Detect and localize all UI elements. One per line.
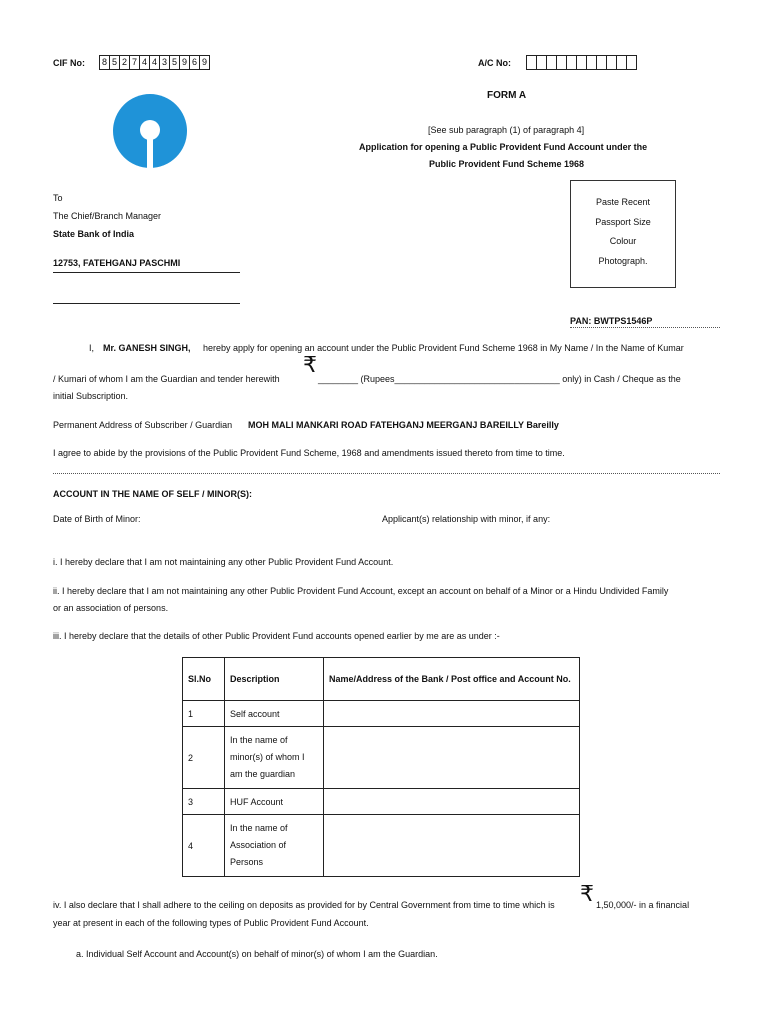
cif-label: CIF No:: [53, 58, 85, 68]
cell-description: HUF Account: [225, 789, 324, 815]
cell-bank[interactable]: [324, 727, 580, 789]
declaration-ii-line1: ii. I hereby declare that I am not maintaining any other Public Provident Fund Account, except an account on behalf of a Minor or a Hindu Undivided Family: [53, 586, 669, 596]
table-row: [183, 727, 580, 789]
sub-paragraph-reference: [See sub paragraph (1) of paragraph 4]: [428, 125, 585, 135]
ac-number-boxes[interactable]: [526, 55, 636, 70]
photo-instruction-2: Passport Size: [595, 216, 651, 227]
agree-text: I agree to abide by the provisions of the Public Provident Fund Scheme, 1968 and amendments issued thereto from time to time.: [53, 448, 565, 458]
cell-description: In the name of Association of Persons: [225, 815, 324, 877]
rupee-icon: ₹: [580, 882, 594, 907]
address-value: MOH MALI MANKARI ROAD FATEHGANJ MEERGANJ BAREILLY Bareilly: [248, 420, 559, 430]
col-header-slno: Sl.No: [183, 658, 225, 701]
pan-number: PAN: BWTPS1546P: [570, 316, 653, 326]
address-label: Permanent Address of Subscriber / Guardian: [53, 420, 233, 430]
section-divider: [53, 473, 720, 474]
cif-number-boxes: [99, 55, 209, 70]
apply-text: hereby apply for opening an account under the Public Provident Fund Scheme 1968 in My Name / In the Name of Kumar: [203, 343, 684, 353]
ac-digit-box[interactable]: [626, 55, 637, 70]
form-title: FORM A: [487, 90, 527, 101]
table-row: [183, 701, 580, 727]
declaration-iv-line1-a: iv. I also declare that I shall adhere to the ceiling on deposits as provided for by Central Government from time to time which is: [53, 900, 555, 910]
rupee-icon: ₹: [303, 353, 317, 378]
dob-minor-label: Date of Birth of Minor:: [53, 514, 141, 524]
para-line3: initial Subscription.: [53, 391, 129, 401]
declaration-ii-line2: or an association of persons.: [53, 603, 169, 613]
addressee-manager: The Chief/Branch Manager: [53, 211, 162, 221]
declaration-item-a: a. Individual Self Account and Account(s) on behalf of minor(s) of whom I am the Guardian.: [76, 949, 438, 959]
cif-digit-box: 2: [119, 55, 130, 70]
table-row: [183, 789, 580, 815]
photo-instruction-3: Colour: [609, 236, 637, 246]
cif-digit-box: 9: [199, 55, 210, 70]
photo-instruction-4: Photograph.: [598, 255, 648, 266]
cell-bank[interactable]: [324, 815, 580, 877]
section-heading: ACCOUNT IN THE NAME OF SELF / MINOR(S):: [53, 489, 252, 499]
table-row: [183, 815, 580, 877]
cif-digit-box: 4: [139, 55, 150, 70]
col-header-bank: Name/Address of the Bank / Post office and Account No.: [324, 658, 580, 701]
branch-underline: [53, 272, 240, 273]
ac-label: A/C No:: [478, 58, 511, 68]
cif-digit-box: 4: [149, 55, 160, 70]
cell-description: Self account: [225, 701, 324, 727]
cell-description: In the name of minor(s) of whom I am the guardian: [225, 727, 324, 789]
para-line2-b: ________ (Rupees_________________________________ only) in Cash / Cheque as the: [318, 374, 681, 384]
table-header-row: [183, 658, 580, 701]
cif-digit-box: 9: [179, 55, 190, 70]
pan-dotted-line: [570, 327, 720, 328]
address-blank-line[interactable]: [53, 303, 240, 304]
declaration-i: i. I hereby declare that I am not maintaining any other Public Provident Fund Account.: [53, 557, 394, 567]
addressee-branch: 12753, FATEHGANJ PASCHMI: [53, 258, 181, 268]
cell-bank[interactable]: [324, 701, 580, 727]
photo-instruction-1: Paste Recent: [595, 197, 651, 207]
photo-box: [570, 180, 676, 288]
declaration-iii: iii. I hereby declare that the details of other Public Provident Fund accounts opened earlier by me are as under :-: [53, 631, 500, 641]
relationship-label: Applicant(s) relationship with minor, if any:: [382, 514, 551, 524]
application-title-line2: Public Provident Fund Scheme 1968: [429, 159, 585, 169]
applicant-name: Mr. GANESH SINGH,: [103, 343, 191, 353]
para-line2-a: / Kumari of whom I am the Guardian and tender herewith: [53, 374, 280, 384]
accounts-table: [182, 657, 580, 877]
cell-bank[interactable]: [324, 789, 580, 815]
cif-digit-box: 5: [109, 55, 120, 70]
declaration-iv-line2: year at present in each of the following types of Public Provident Fund Account.: [53, 918, 369, 928]
declaration-iv-line1-b: 1,50,000/- in a financial: [596, 900, 690, 910]
cif-digit-box: 8: [99, 55, 110, 70]
cell-slno: 2: [183, 727, 225, 789]
cell-slno: 3: [183, 789, 225, 815]
cif-digit-box: 3: [159, 55, 170, 70]
application-title-line1: Application for opening a Public Provident Fund Account under the: [359, 142, 648, 152]
addressee-bank: State Bank of India: [53, 229, 135, 239]
cell-slno: 1: [183, 701, 225, 727]
cif-digit-box: 6: [189, 55, 200, 70]
cif-digit-box: 5: [169, 55, 180, 70]
para-i-prefix: I,: [89, 343, 95, 353]
addressee-to: To: [53, 193, 63, 203]
col-header-description: Description: [225, 658, 324, 701]
cell-slno: 4: [183, 815, 225, 877]
cif-digit-box: 7: [129, 55, 140, 70]
sbi-logo: [113, 94, 187, 168]
